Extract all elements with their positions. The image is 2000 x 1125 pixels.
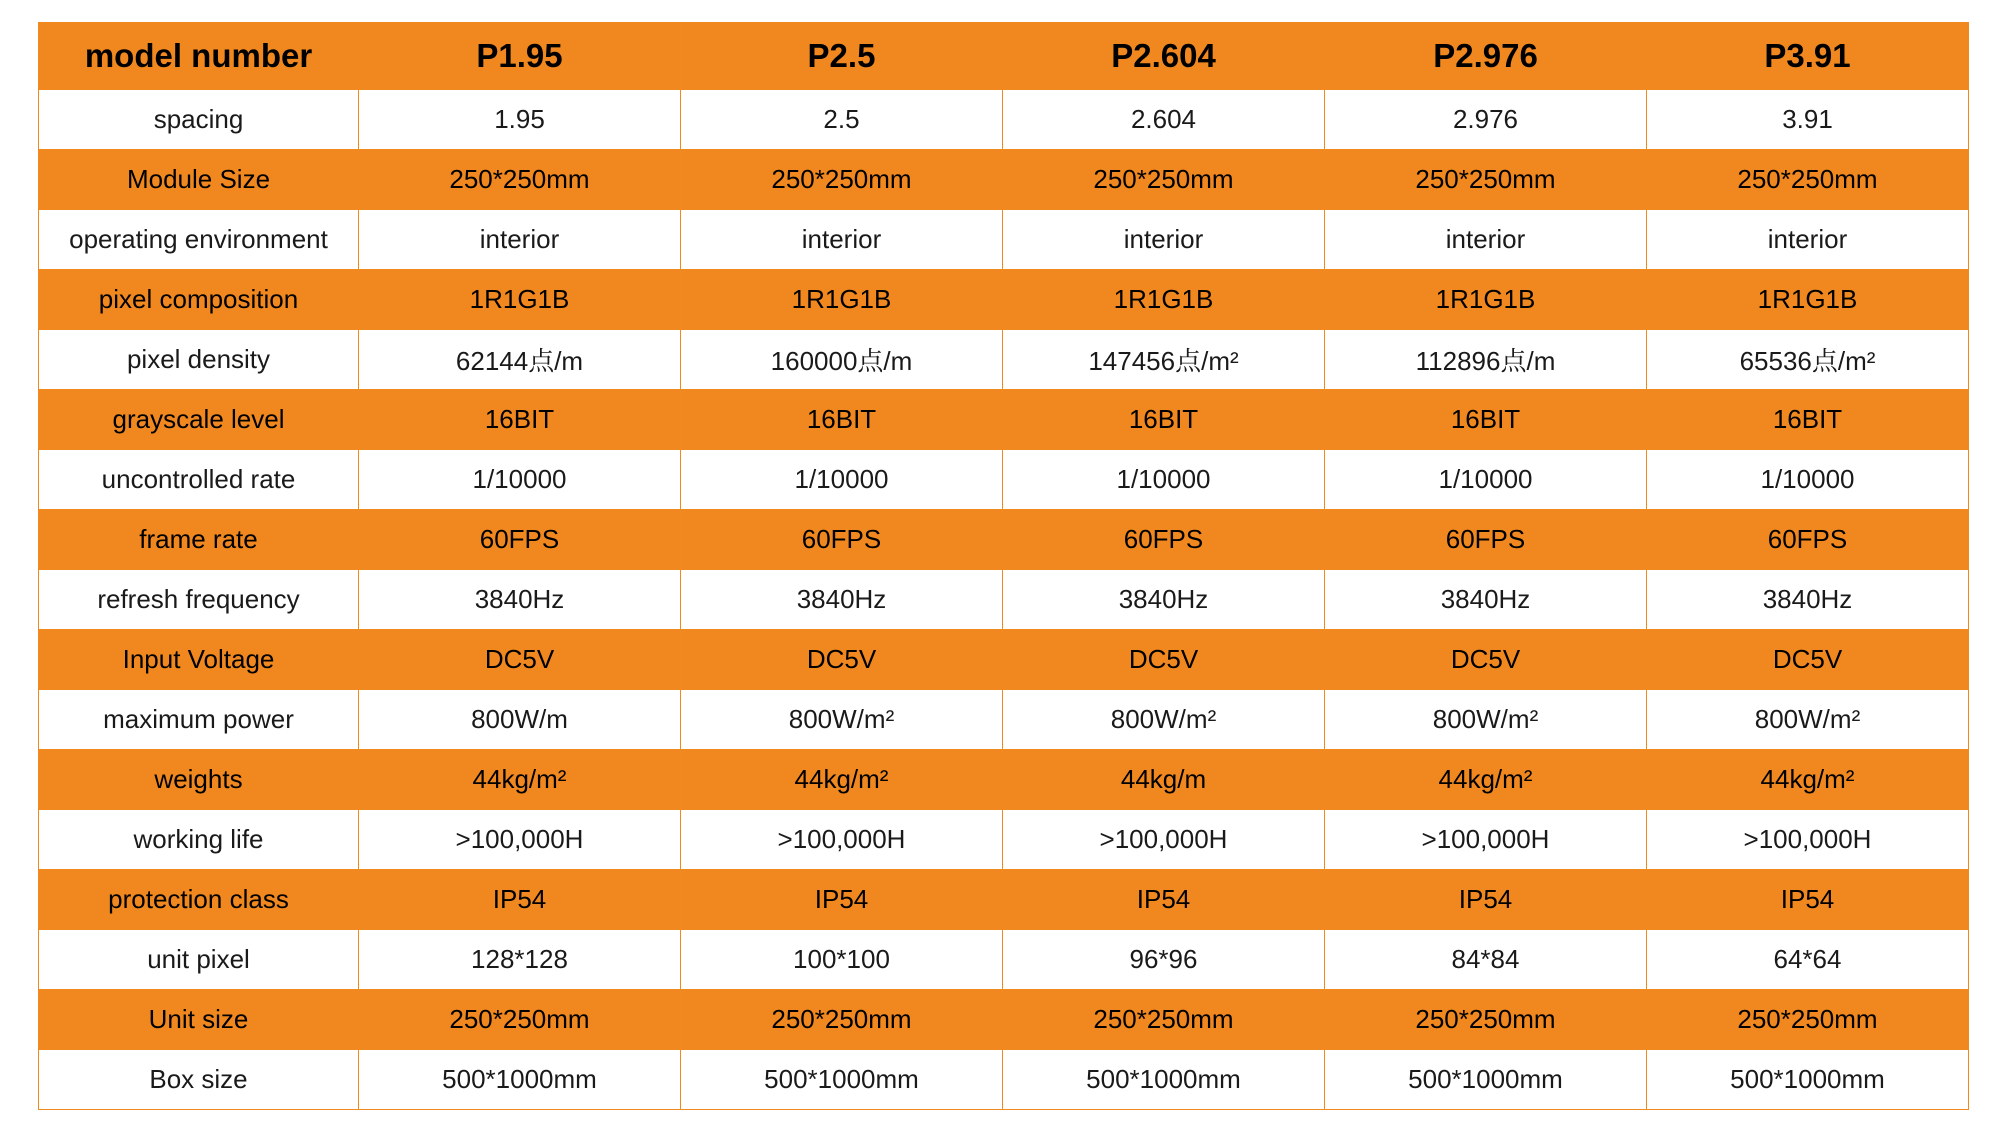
table-cell: DC5V: [359, 630, 681, 690]
row-label: grayscale level: [39, 390, 359, 450]
table-row: [39, 630, 1969, 690]
table-cell: 250*250mm: [1003, 990, 1325, 1050]
row-label: Module Size: [39, 150, 359, 210]
table-cell: 3840Hz: [1003, 570, 1325, 630]
table-cell: 250*250mm: [1647, 990, 1969, 1050]
table-cell: 800W/m²: [1325, 690, 1647, 750]
table-cell: >100,000H: [681, 810, 1003, 870]
table-cell: 500*1000mm: [681, 1050, 1003, 1110]
table-cell: 65536点/m²: [1647, 330, 1969, 390]
table-body: [39, 23, 1969, 1110]
table-cell: DC5V: [1647, 630, 1969, 690]
table-cell: 16BIT: [359, 390, 681, 450]
table-row: [39, 810, 1969, 870]
led-specification-table: [38, 22, 1969, 1110]
row-label: Box size: [39, 1050, 359, 1110]
table-cell: 1/10000: [1003, 450, 1325, 510]
table-cell: 16BIT: [681, 390, 1003, 450]
row-label: operating environment: [39, 210, 359, 270]
table-cell: 1/10000: [681, 450, 1003, 510]
table-cell: >100,000H: [1003, 810, 1325, 870]
table-cell: 250*250mm: [681, 150, 1003, 210]
table-cell: DC5V: [681, 630, 1003, 690]
table-cell: 250*250mm: [359, 150, 681, 210]
table-cell: 60FPS: [1647, 510, 1969, 570]
table-row: [39, 270, 1969, 330]
table-cell: 1/10000: [1325, 450, 1647, 510]
table-cell: 500*1000mm: [1647, 1050, 1969, 1110]
row-label: frame rate: [39, 510, 359, 570]
table-cell: 60FPS: [359, 510, 681, 570]
row-label: pixel density: [39, 330, 359, 390]
table-cell: interior: [681, 210, 1003, 270]
table-cell: 250*250mm: [359, 990, 681, 1050]
table-cell: >100,000H: [1325, 810, 1647, 870]
table-cell: IP54: [1003, 870, 1325, 930]
row-label: Input Voltage: [39, 630, 359, 690]
table-cell: 112896点/m: [1325, 330, 1647, 390]
table-cell: 96*96: [1003, 930, 1325, 990]
table-cell: 44kg/m²: [1647, 750, 1969, 810]
table-row: [39, 390, 1969, 450]
table-cell: 16BIT: [1325, 390, 1647, 450]
table-cell: 44kg/m²: [359, 750, 681, 810]
table-cell: 1R1G1B: [1647, 270, 1969, 330]
table-row: [39, 330, 1969, 390]
table-cell: 3840Hz: [1647, 570, 1969, 630]
table-cell: 250*250mm: [1325, 150, 1647, 210]
table-cell: 60FPS: [681, 510, 1003, 570]
table-cell: 3.91: [1647, 90, 1969, 150]
table-cell: 800W/m: [359, 690, 681, 750]
table-row: [39, 750, 1969, 810]
table-cell: 2.5: [681, 90, 1003, 150]
table-row: [39, 870, 1969, 930]
table-row: [39, 450, 1969, 510]
table-cell: 1/10000: [1647, 450, 1969, 510]
row-label: refresh frequency: [39, 570, 359, 630]
table-cell: 44kg/m²: [1325, 750, 1647, 810]
row-label: weights: [39, 750, 359, 810]
table-cell: IP54: [1325, 870, 1647, 930]
table-cell: 800W/m²: [681, 690, 1003, 750]
header-cell-model: P3.91: [1647, 23, 1969, 90]
table-cell: IP54: [681, 870, 1003, 930]
header-cell-row-label: model number: [39, 23, 359, 90]
table-row: [39, 690, 1969, 750]
row-label: spacing: [39, 90, 359, 150]
table-cell: >100,000H: [1647, 810, 1969, 870]
table-row: [39, 150, 1969, 210]
table-cell: 64*64: [1647, 930, 1969, 990]
table-cell: 800W/m²: [1647, 690, 1969, 750]
table-cell: DC5V: [1325, 630, 1647, 690]
header-cell-model: P1.95: [359, 23, 681, 90]
table-cell: 250*250mm: [1325, 990, 1647, 1050]
table-cell: 1/10000: [359, 450, 681, 510]
row-label: pixel composition: [39, 270, 359, 330]
table-cell: 147456点/m²: [1003, 330, 1325, 390]
table-cell: interior: [1647, 210, 1969, 270]
table-cell: 800W/m²: [1003, 690, 1325, 750]
table-cell: >100,000H: [359, 810, 681, 870]
table-cell: interior: [1003, 210, 1325, 270]
table-cell: 1R1G1B: [681, 270, 1003, 330]
table-cell: 16BIT: [1003, 390, 1325, 450]
table-cell: 1.95: [359, 90, 681, 150]
table-cell: DC5V: [1003, 630, 1325, 690]
table-header-row: [39, 23, 1969, 90]
row-label: unit pixel: [39, 930, 359, 990]
table-cell: 500*1000mm: [1325, 1050, 1647, 1110]
table-cell: 2.976: [1325, 90, 1647, 150]
table-row: [39, 510, 1969, 570]
table-row: [39, 1050, 1969, 1110]
row-label: maximum power: [39, 690, 359, 750]
row-label: uncontrolled rate: [39, 450, 359, 510]
table-cell: interior: [359, 210, 681, 270]
header-cell-model: P2.604: [1003, 23, 1325, 90]
table-cell: 250*250mm: [1647, 150, 1969, 210]
table-row: [39, 990, 1969, 1050]
table-cell: 2.604: [1003, 90, 1325, 150]
table-cell: 250*250mm: [1003, 150, 1325, 210]
table-cell: 100*100: [681, 930, 1003, 990]
table-cell: 1R1G1B: [1325, 270, 1647, 330]
table-cell: 44kg/m: [1003, 750, 1325, 810]
table-cell: interior: [1325, 210, 1647, 270]
table-row: [39, 930, 1969, 990]
table-cell: 3840Hz: [1325, 570, 1647, 630]
table-cell: 500*1000mm: [1003, 1050, 1325, 1110]
table-cell: 1R1G1B: [359, 270, 681, 330]
table-cell: 16BIT: [1647, 390, 1969, 450]
table-cell: 60FPS: [1325, 510, 1647, 570]
table-cell: 160000点/m: [681, 330, 1003, 390]
table-row: [39, 210, 1969, 270]
header-cell-model: P2.5: [681, 23, 1003, 90]
header-cell-model: P2.976: [1325, 23, 1647, 90]
table-cell: 62144点/m: [359, 330, 681, 390]
table-cell: 128*128: [359, 930, 681, 990]
row-label: protection class: [39, 870, 359, 930]
row-label: working life: [39, 810, 359, 870]
table-cell: IP54: [1647, 870, 1969, 930]
table-cell: 250*250mm: [681, 990, 1003, 1050]
table-cell: 500*1000mm: [359, 1050, 681, 1110]
table-cell: 60FPS: [1003, 510, 1325, 570]
table-cell: 1R1G1B: [1003, 270, 1325, 330]
table-row: [39, 90, 1969, 150]
table-cell: 3840Hz: [359, 570, 681, 630]
table-row: [39, 570, 1969, 630]
table-cell: 3840Hz: [681, 570, 1003, 630]
table-cell: 84*84: [1325, 930, 1647, 990]
table-cell: 44kg/m²: [681, 750, 1003, 810]
row-label: Unit size: [39, 990, 359, 1050]
table-cell: IP54: [359, 870, 681, 930]
